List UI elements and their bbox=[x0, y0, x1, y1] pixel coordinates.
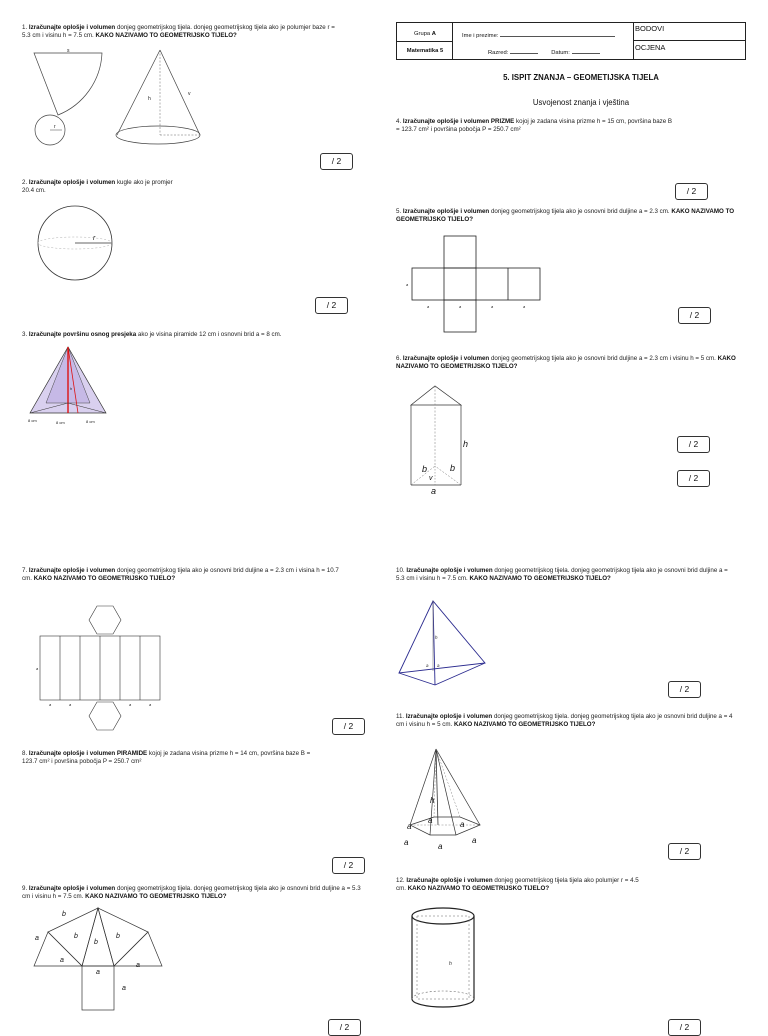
question-8: 8. Izračunajte oplošje i volumen PIRAMIDE kojoj je zadana visina prizme h = 14 cm, površina baze B = 123.7 cm² i površina pobočja P = 250.7 cm² bbox=[22, 750, 311, 766]
q11-label-h: h bbox=[430, 796, 435, 805]
q3-label-h: h bbox=[70, 386, 73, 391]
q6-label-b2: b bbox=[450, 463, 456, 473]
q11-label-a6: a bbox=[472, 836, 477, 845]
q1-cone-figure bbox=[22, 45, 202, 155]
class-label: Razred: bbox=[488, 50, 509, 56]
group-label: Grupa bbox=[414, 31, 431, 37]
q6-prism-figure bbox=[405, 380, 480, 495]
grade-label: OCJENA bbox=[635, 43, 666, 52]
q9-label-a5: a bbox=[122, 985, 126, 992]
page-title: 5. ISPIT ZNANJA – GEOMETIJSKA TIJELA bbox=[503, 73, 659, 82]
question-3: 3. Izračunajte površinu osnog presjeka ako je visina piramide 12 cm i osnovni brid a = 8 cm. bbox=[22, 331, 282, 338]
q1-label-v: v bbox=[188, 91, 191, 97]
q2-sphere-figure bbox=[37, 205, 117, 285]
q3-label-a1: 8 cm bbox=[28, 418, 37, 423]
q1-label-r: r bbox=[54, 124, 56, 130]
grade-cell bbox=[634, 41, 746, 60]
score-box-q4[interactable]: / 2 bbox=[675, 183, 708, 200]
q11-label-a5: a bbox=[438, 842, 443, 851]
q3-label-a2: 8 cm bbox=[56, 420, 65, 425]
date-field[interactable] bbox=[572, 47, 600, 54]
q9-label-b4: b bbox=[116, 933, 120, 940]
question-10: 10. Izračunajte oplošje i volumen donjeg geometrijskog tijela. donjeg geometrijskog tijela ako je osnovni brid duljine a = 5.3 cm i visinu h = 7.5 cm. KAKO NAZIVAMO TO GEOMETRIJSKO TIJELO? bbox=[396, 567, 728, 583]
q6-label-a: a bbox=[431, 486, 437, 496]
class-field[interactable] bbox=[510, 47, 538, 54]
score-box-q5[interactable]: / 2 bbox=[678, 307, 711, 324]
question-2: 2. Izračunajte oplošje i volumen kugle ako je promjer 20.4 cm. bbox=[22, 179, 173, 195]
q5-label-a4: a bbox=[491, 304, 494, 309]
q5-label-a3: a bbox=[459, 304, 462, 309]
name-field[interactable] bbox=[500, 30, 615, 37]
score-box-q6b[interactable]: / 2 bbox=[677, 470, 710, 487]
question-1: 1. Izračunajte oplošje i volumen donjeg geometrijskog tijela. donjeg geometrijskog tijela ako je polumjer baze r = 5.3 cm i visinu h = 7.5 cm. KAKO NAZIVAMO TO GEOMETRIJSKO TIJELO? bbox=[22, 24, 335, 40]
group-cell bbox=[397, 23, 453, 60]
score-box-q2[interactable]: / 2 bbox=[315, 297, 348, 314]
q9-label-b2: b bbox=[74, 933, 78, 940]
date-label: Datum: bbox=[551, 50, 570, 56]
page-subtitle: Usvojenost znanja i vještina bbox=[532, 98, 630, 107]
q11-label-a1: a bbox=[407, 822, 412, 831]
q6-label-h: h bbox=[463, 439, 469, 449]
q1-net-sector bbox=[34, 53, 102, 115]
header-table bbox=[396, 22, 746, 60]
score-box-q11[interactable]: / 2 bbox=[668, 843, 701, 860]
q9-label-b3: b bbox=[94, 939, 98, 946]
q10-label-a1: a bbox=[426, 663, 429, 668]
q7-label-a2: a bbox=[49, 702, 52, 707]
q3-label-a3: 8 cm bbox=[86, 419, 95, 424]
subject-label: Matematika 5 bbox=[406, 48, 444, 54]
question-6: 6. Izračunajte oplošje i volumen donjeg geometrijskog tijela ako je osnovni brid duljine a = 2.3 cm i visinu h = 5 cm. KAKO NAZIVAMO TO GEOMETRIJSKO TIJELO? bbox=[396, 355, 736, 371]
points-label: BODOVI bbox=[635, 24, 665, 33]
q7-label-a4: a bbox=[129, 702, 132, 707]
q9-label-b1: b bbox=[62, 911, 66, 918]
q1-label-h: h bbox=[148, 96, 151, 102]
q9-pyramid-net-figure bbox=[30, 904, 165, 1016]
score-box-q1[interactable]: / 2 bbox=[320, 153, 353, 170]
question-12: 12. Izračunajte oplošje i volumen donjeg geometrijskog tijela tijela ako polumjer r = 4.5 cm. KAKO NAZIVAMO TO GEOMETRIJSKO TIJELO? bbox=[396, 877, 639, 893]
q6-label-v: v bbox=[429, 475, 433, 482]
student-cell bbox=[453, 23, 634, 60]
q9-label-a3: a bbox=[96, 969, 100, 976]
q2-label-r: r bbox=[93, 235, 96, 242]
question-11: 11. Izračunajte oplošje i volumen donjeg geometrijskog tijela. donjeg geometrijskog tijela ako je osnovni brid duljine a = 4 cm i visinu h = 5 cm. KAKO NAZIVAMO TO GEOMETRIJSKO TIJELO? bbox=[396, 713, 733, 729]
q7-hex-prism-net-figure bbox=[35, 602, 170, 742]
q10-label-h: h bbox=[435, 635, 438, 640]
q10-label-a2: a bbox=[437, 663, 440, 668]
score-box-q12[interactable]: / 2 bbox=[668, 1019, 701, 1036]
q7-label-a3: a bbox=[69, 702, 72, 707]
q9-label-a4: a bbox=[136, 962, 140, 969]
q5-label-a5: a bbox=[523, 304, 526, 309]
q10-pyramid-figure bbox=[395, 597, 490, 692]
q5-label-a2: a bbox=[427, 304, 430, 309]
q7-label-a5: a bbox=[149, 702, 152, 707]
q11-label-a3: a bbox=[460, 820, 465, 829]
q11-label-a4: a bbox=[404, 838, 409, 847]
q6-label-b1: b bbox=[422, 464, 428, 474]
q12-label-h: h bbox=[449, 961, 452, 967]
name-label: Ime i prezime: bbox=[462, 33, 499, 39]
q11-hex-pyramid-figure bbox=[398, 745, 488, 853]
q1-label-s: s bbox=[67, 48, 70, 54]
score-box-q8[interactable]: / 2 bbox=[332, 857, 365, 874]
question-5: 5. Izračunajte oplošje i volumen donjeg geometrijskog tijela ako je osnovni brid duljine a = 2.3 cm. KAKO NAZIVAMO TO GEOMETRIJSKO TIJELO? bbox=[396, 208, 735, 224]
q9-label-a2: a bbox=[60, 957, 64, 964]
q11-label-a2: a bbox=[428, 816, 433, 825]
score-box-q7[interactable]: / 2 bbox=[332, 718, 365, 735]
score-box-q9[interactable]: / 2 bbox=[328, 1019, 361, 1036]
group-value: A bbox=[431, 31, 436, 37]
q9-label-a1: a bbox=[35, 935, 39, 942]
q7-label-a1: a bbox=[36, 666, 39, 671]
score-box-q6a[interactable]: / 2 bbox=[677, 436, 710, 453]
q3-pyramid-figure bbox=[28, 345, 118, 425]
question-9: 9. Izračunajte oplošje i volumen donjeg geometrijskog tijela. donjeg geometrijskog tijela ako je osnovni brid duljine a = 5.3 cm i visinu h = 7.5 cm. KAKO NAZIVAMO TO GEOMETRIJSKO TIJELO? bbox=[22, 885, 361, 901]
score-box-q10[interactable]: / 2 bbox=[668, 681, 701, 698]
q5-label-a1: a bbox=[406, 282, 409, 287]
question-7: 7. Izračunajte oplošje i volumen donjeg geometrijskog tijela ako je osnovni brid duljine a = 2.3 cm i visina h = 10.7 cm. KAKO NAZIVAMO TO GEOMETRIJSKO TIJELO? bbox=[22, 567, 339, 583]
q5-cube-net-figure bbox=[405, 234, 540, 334]
q12-cylinder-figure bbox=[405, 905, 485, 1017]
points-cell bbox=[634, 23, 746, 41]
question-4: 4. Izračunajte oplošje i volumen PRIZME kojoj je zadana visina prizme h = 15 cm, površina baze B = 123.7 cm² i površina pobočja P = 250.7 cm² bbox=[396, 118, 673, 134]
